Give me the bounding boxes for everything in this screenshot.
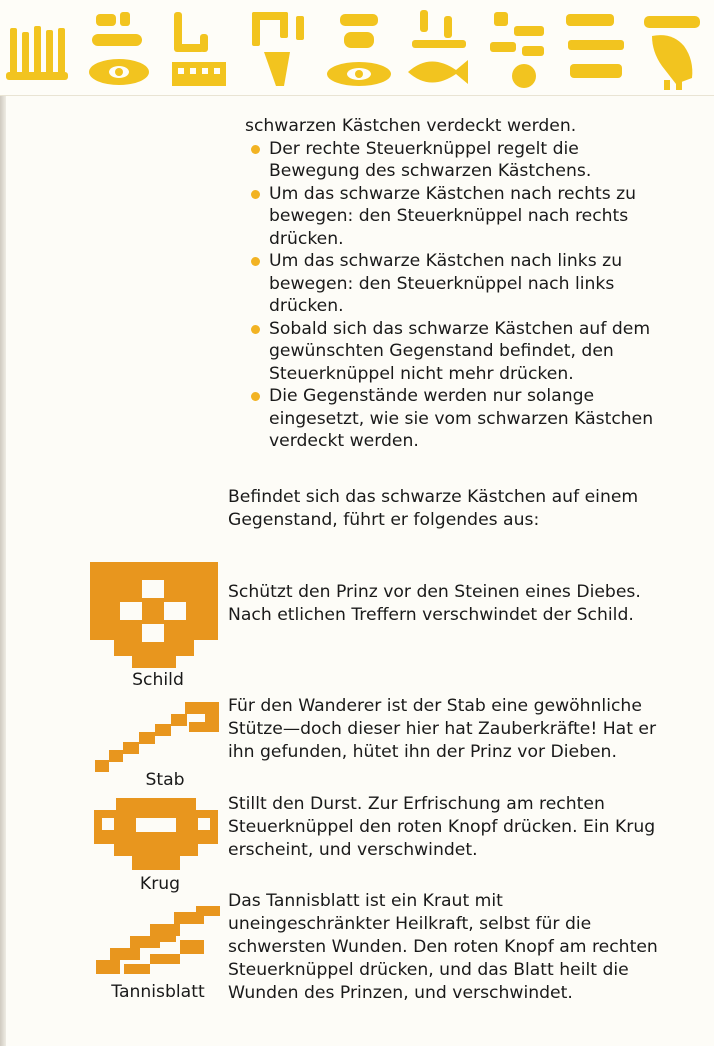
list-item: [245, 385, 665, 453]
page-binding: [0, 0, 6, 1046]
list-item: [245, 138, 665, 183]
bullet-text: Um das schwarze Kästchen nach links zu bewegen: den Steuerknüppel nach links drücken.: [269, 251, 623, 316]
water-glyph-icon: [560, 6, 630, 92]
seat-glyph-icon: [244, 6, 314, 92]
list-item: [245, 183, 665, 251]
item-description-schild: Schützt den Prinz vor den Steinen eines Diebes. Nach etlichen Treffern verschwindet der Schild.: [228, 582, 641, 625]
bullet-icon: [251, 325, 260, 334]
leaf-icon: [96, 906, 220, 976]
item-description-stab: Für den Wanderer ist der Stab eine gewöhnliche Stütze—doch dieser hier hat Zauberkräfte! Hat er ihn gefunden, hütet ihn der Prinz vor Dieben.: [228, 696, 657, 762]
hieroglyph-header: [0, 0, 714, 96]
bullet-icon: [251, 257, 260, 266]
item-label-schild: Schild: [132, 670, 184, 690]
item-description-tannisblatt: Das Tannisblatt ist ein Kraut mit uneingeschränkter Heilkraft, selbst für die schwersten Wunden. Den roten Knopf am rechten Steuerknüppel drücken, und das Blatt heilt die Wunden des Prinzen, und verschwindet.: [228, 891, 658, 1003]
bullet-icon: [251, 392, 260, 401]
bullet-text: Sobald sich das schwarze Kästchen auf dem gewünschten Gegenstand befindet, den Steuerknüppel nicht mehr drücken.: [269, 318, 651, 384]
item-label-tannisblatt: Tannisblatt: [111, 982, 205, 1002]
bullet-icon: [251, 190, 260, 199]
intro-lead: schwarzen Kästchen verdeckt werden.: [245, 116, 577, 136]
bullet-icon: [251, 145, 260, 154]
items-intro-paragraph: Befindet sich das schwarze Kästchen auf einem Gegenstand, führt er folgendes aus:: [228, 487, 639, 530]
shield-icon: [90, 562, 218, 668]
fish-glyph-icon: [404, 6, 474, 92]
eye-glyph-icon: [324, 6, 394, 92]
bullet-list: [245, 138, 665, 453]
face-glyph-icon: [84, 6, 154, 92]
reed-glyph-icon: [4, 6, 74, 92]
bullet-text: Die Gegenstände werden nur solange eingesetzt, wie sie vom schwarzen Kästchen verdeckt werden.: [269, 386, 654, 451]
bullet-text: Der rechte Steuerknüppel regelt die Bewegung des schwarzen Kästchens.: [269, 138, 592, 181]
list-item: [245, 250, 665, 318]
staff-icon: [95, 702, 219, 774]
loaf-glyph-icon: [484, 6, 554, 92]
item-description-krug: Stillt den Durst. Zur Erfrischung am rechten Steuerknüppel den roten Knopf drücken. Ein Krug erscheint, und verschwindet.: [228, 794, 656, 860]
hand-glyph-icon: [164, 6, 234, 92]
intro-section: [245, 115, 665, 453]
list-item: [245, 318, 665, 386]
item-label-krug: Krug: [139, 874, 181, 894]
bird-glyph-icon: [636, 6, 706, 92]
item-label-stab: Stab: [145, 770, 185, 790]
jug-icon: [94, 798, 218, 870]
bullet-text: Um das schwarze Kästchen nach rechts zu bewegen: den Steuerknüppel nach rechts drücken.: [269, 183, 637, 249]
